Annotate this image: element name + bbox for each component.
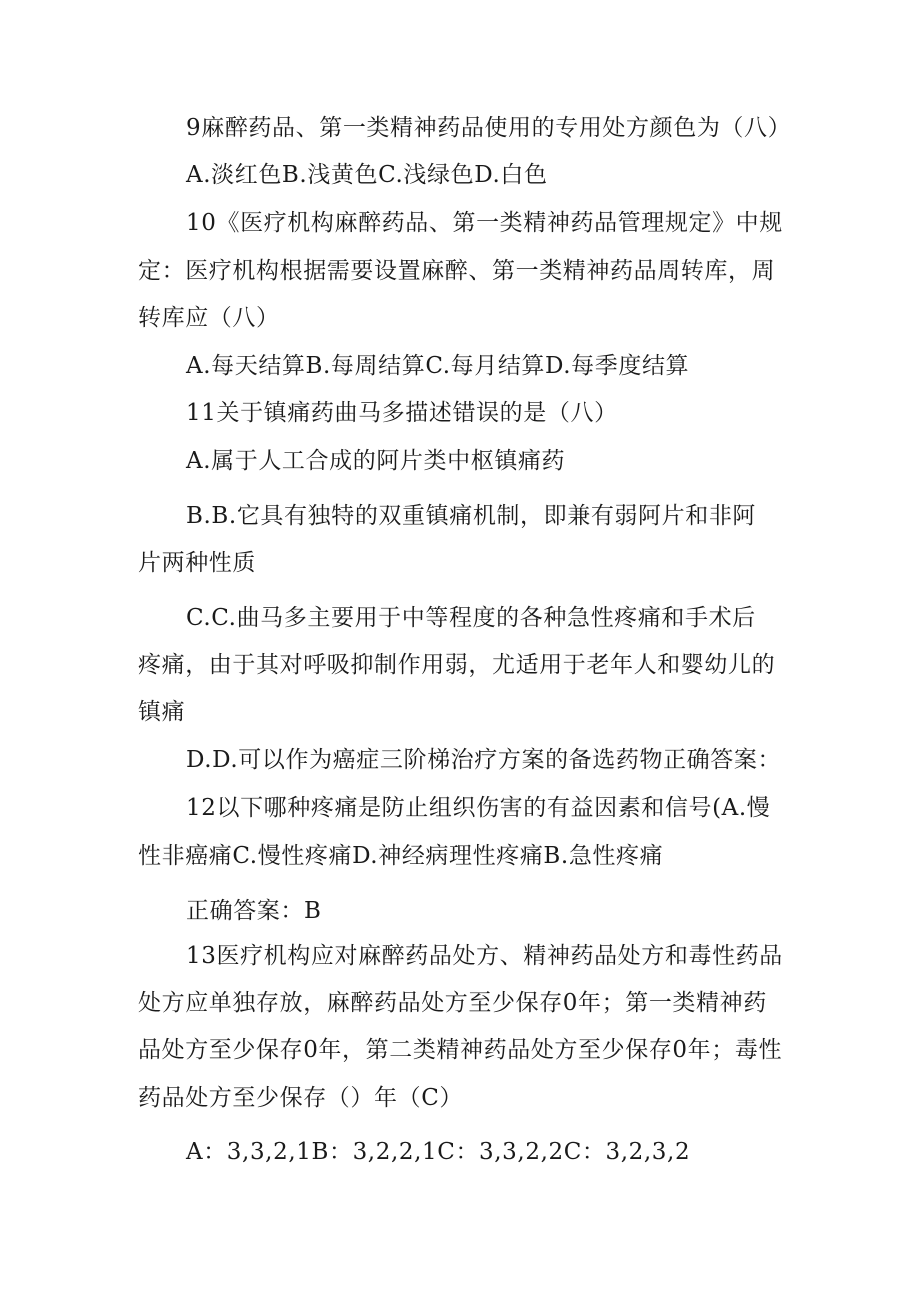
question-13-line-1: 13医疗机构应对麻醉药品处方、精神药品处方和毒性药品 bbox=[186, 943, 783, 969]
question-10-line-3: 转库应（八） bbox=[138, 305, 280, 331]
question-12-answer: 正确答案：B bbox=[186, 898, 322, 924]
question-11-option-d: D.D.可以作为癌症三阶梯治疗方案的备选药物正确答案： bbox=[186, 747, 782, 773]
question-13-line-3: 品处方至少保存0年，第二类精神药品处方至少保存0年；毒性 bbox=[138, 1037, 783, 1063]
question-11-option-b-line-2: 片两种性质 bbox=[138, 550, 256, 576]
question-11: 11关于镇痛药曲马多描述错误的是（八） bbox=[186, 400, 618, 426]
question-13-options: A：3,3,2,1B：3,2,2,1C：3,3,2,2C：3,2,3,2 bbox=[186, 1139, 691, 1165]
question-10-options: A.每天结算B.每周结算C.每月结算D.每季度结算 bbox=[186, 353, 690, 379]
question-9-options: A.淡红色B.浅黄色C.浅绿色D.白色 bbox=[186, 162, 548, 188]
question-11-option-c-line-3: 镇痛 bbox=[138, 699, 186, 725]
question-13-line-4: 药品处方至少保存（）年（C） bbox=[138, 1085, 463, 1111]
question-9: 9麻醉药品、第一类精神药品使用的专用处方颜色为（八） bbox=[186, 115, 792, 141]
question-11-option-a: A.属于人工合成的阿片类中枢镇痛药 bbox=[186, 448, 566, 474]
question-10-line-1: 10《医疗机构麻醉药品、第一类精神药品管理规定》中规 bbox=[186, 210, 783, 236]
question-12-line-1: 12以下哪种疼痛是防止组织伤害的有益因素和信号(A.慢 bbox=[186, 795, 771, 821]
question-11-option-c-line-2: 疼痛，由于其对呼吸抑制作用弱，尤适用于老年人和婴幼儿的 bbox=[138, 652, 776, 678]
question-12-line-2: 性非癌痛C.慢性疼痛D.神经病理性疼痛B.急性疼痛 bbox=[138, 843, 664, 869]
question-11-option-b-line-1: B.B.它具有独特的双重镇痛机制，即兼有弱阿片和非阿 bbox=[186, 503, 757, 529]
question-13-line-2: 处方应单独存放，麻醉药品处方至少保存0年；第一类精神药 bbox=[138, 990, 767, 1016]
question-10-line-2: 定：医疗机构根据需要设置麻醉、第一类精神药品周转库，周 bbox=[138, 258, 776, 284]
question-11-option-c-line-1: C.C.曲马多主要用于中等程度的各种急性疼痛和手术后 bbox=[186, 605, 756, 631]
